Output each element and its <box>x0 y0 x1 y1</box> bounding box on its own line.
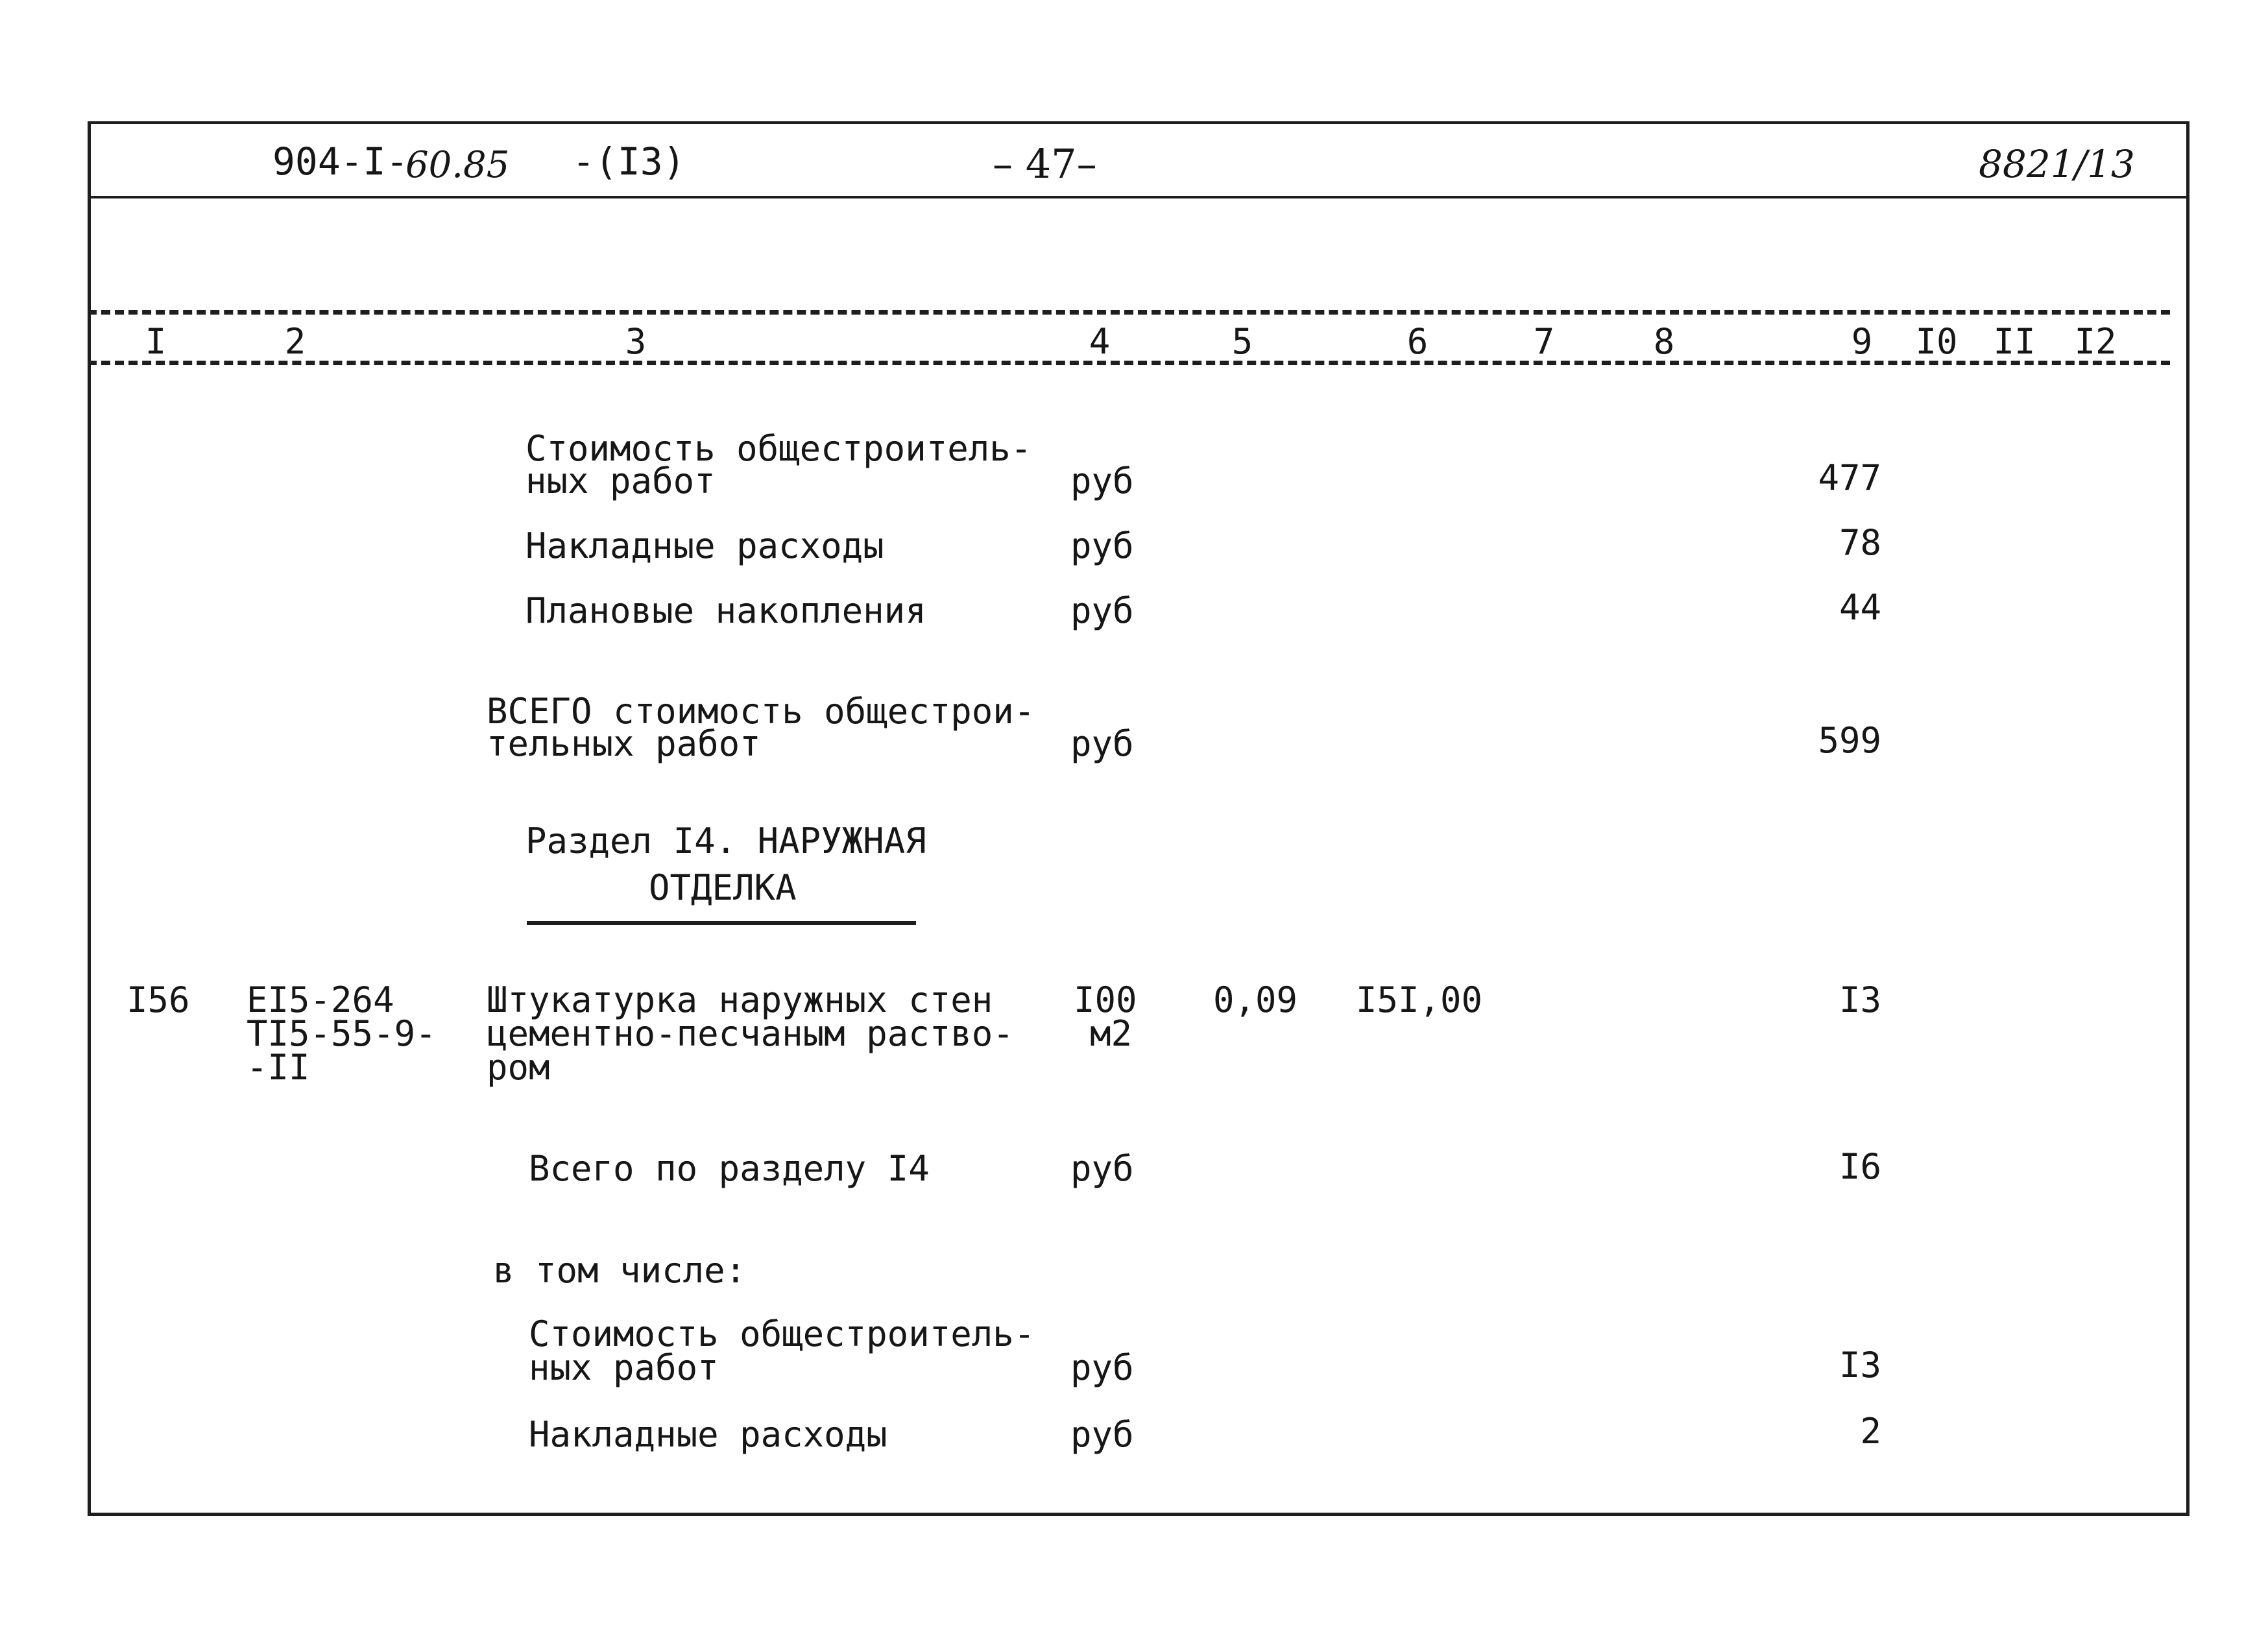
item-name-line: Штукатурка наружных стен <box>487 979 993 1020</box>
frame-header-rule <box>91 196 2186 198</box>
row-total: 477 <box>1818 457 1881 498</box>
row-unit: руб <box>1070 1148 1134 1189</box>
column-number: 2 <box>284 321 306 362</box>
item-code-line: ЕI5-264 <box>247 979 394 1020</box>
section-title-line: ОТДЕЛКА <box>649 867 797 908</box>
page-number: – 47– <box>993 140 1097 187</box>
item-quantity: 0,09 <box>1213 979 1298 1020</box>
item-code-line: ТI5-55-9- <box>247 1013 437 1054</box>
row-unit: руб <box>1070 590 1134 631</box>
item-unit-price: I5I,00 <box>1356 979 1483 1020</box>
row-unit: руб <box>1070 723 1134 764</box>
column-header-top-rule <box>88 310 2170 315</box>
column-number: I0 <box>1915 321 1958 362</box>
row-total: 44 <box>1839 587 1881 628</box>
row-name: Плановые накопления <box>525 590 926 631</box>
row-unit: руб <box>1070 1347 1134 1388</box>
column-number: 6 <box>1406 321 1429 362</box>
row-name-line: тельных работ <box>487 723 761 764</box>
column-number: I <box>145 321 167 362</box>
column-number: I2 <box>2074 321 2117 362</box>
row-total: I6 <box>1839 1146 1881 1187</box>
frame-bottom-border <box>88 1513 2190 1516</box>
row-unit: руб <box>1070 525 1134 566</box>
column-number: II <box>1993 321 2036 362</box>
item-unit-line: I00 <box>1074 979 1137 1020</box>
row-name-line: ВСЕГО стоимость общестрои- <box>487 691 1035 732</box>
row-total: I3 <box>1839 1345 1881 1386</box>
row-name: Накладные расходы <box>529 1414 887 1455</box>
column-number: 9 <box>1851 321 1873 362</box>
section-title-line: Раздел I4. НАРУЖНАЯ <box>525 821 926 861</box>
document-code-handwritten: 60.85 <box>405 144 510 186</box>
row-total: 78 <box>1839 522 1881 563</box>
column-number: 5 <box>1231 321 1253 362</box>
row-name-line: Стоимость общестроитель- <box>529 1314 1035 1354</box>
row-name-line: Стоимость общестроитель- <box>525 428 1032 469</box>
document-code-suffix: -(I3) <box>572 139 686 184</box>
document-code-prefix: 904-I- <box>272 139 409 184</box>
column-number: 8 <box>1653 321 1675 362</box>
row-name: Всего по разделу I4 <box>529 1148 930 1189</box>
frame-top-border <box>88 121 2190 124</box>
item-code-line: -II <box>247 1047 310 1088</box>
row-name: Накладные расходы <box>525 525 884 566</box>
row-total: 599 <box>1818 720 1881 761</box>
column-number: 4 <box>1089 321 1111 362</box>
row-unit: руб <box>1070 461 1134 501</box>
row-name-line: ных работ <box>529 1347 719 1388</box>
column-number: 3 <box>625 321 647 362</box>
column-number: 7 <box>1533 321 1555 362</box>
including-label: в том числе: <box>493 1250 747 1291</box>
item-number: I56 <box>127 979 190 1020</box>
row-name-line: ных работ <box>525 461 716 501</box>
section-title-underline <box>527 921 916 925</box>
row-unit: руб <box>1070 1414 1134 1455</box>
frame-right-border <box>2186 121 2190 1516</box>
frame-left-border <box>88 121 91 1516</box>
item-unit-line: м2 <box>1090 1013 1133 1054</box>
sheet-number-handwritten: 8821/13 <box>1979 142 2135 186</box>
item-name-line: ром <box>487 1047 550 1088</box>
item-total: I3 <box>1839 979 1881 1020</box>
item-name-line: цементно-песчаным раство- <box>487 1013 1014 1054</box>
row-total: 2 <box>1860 1411 1881 1452</box>
